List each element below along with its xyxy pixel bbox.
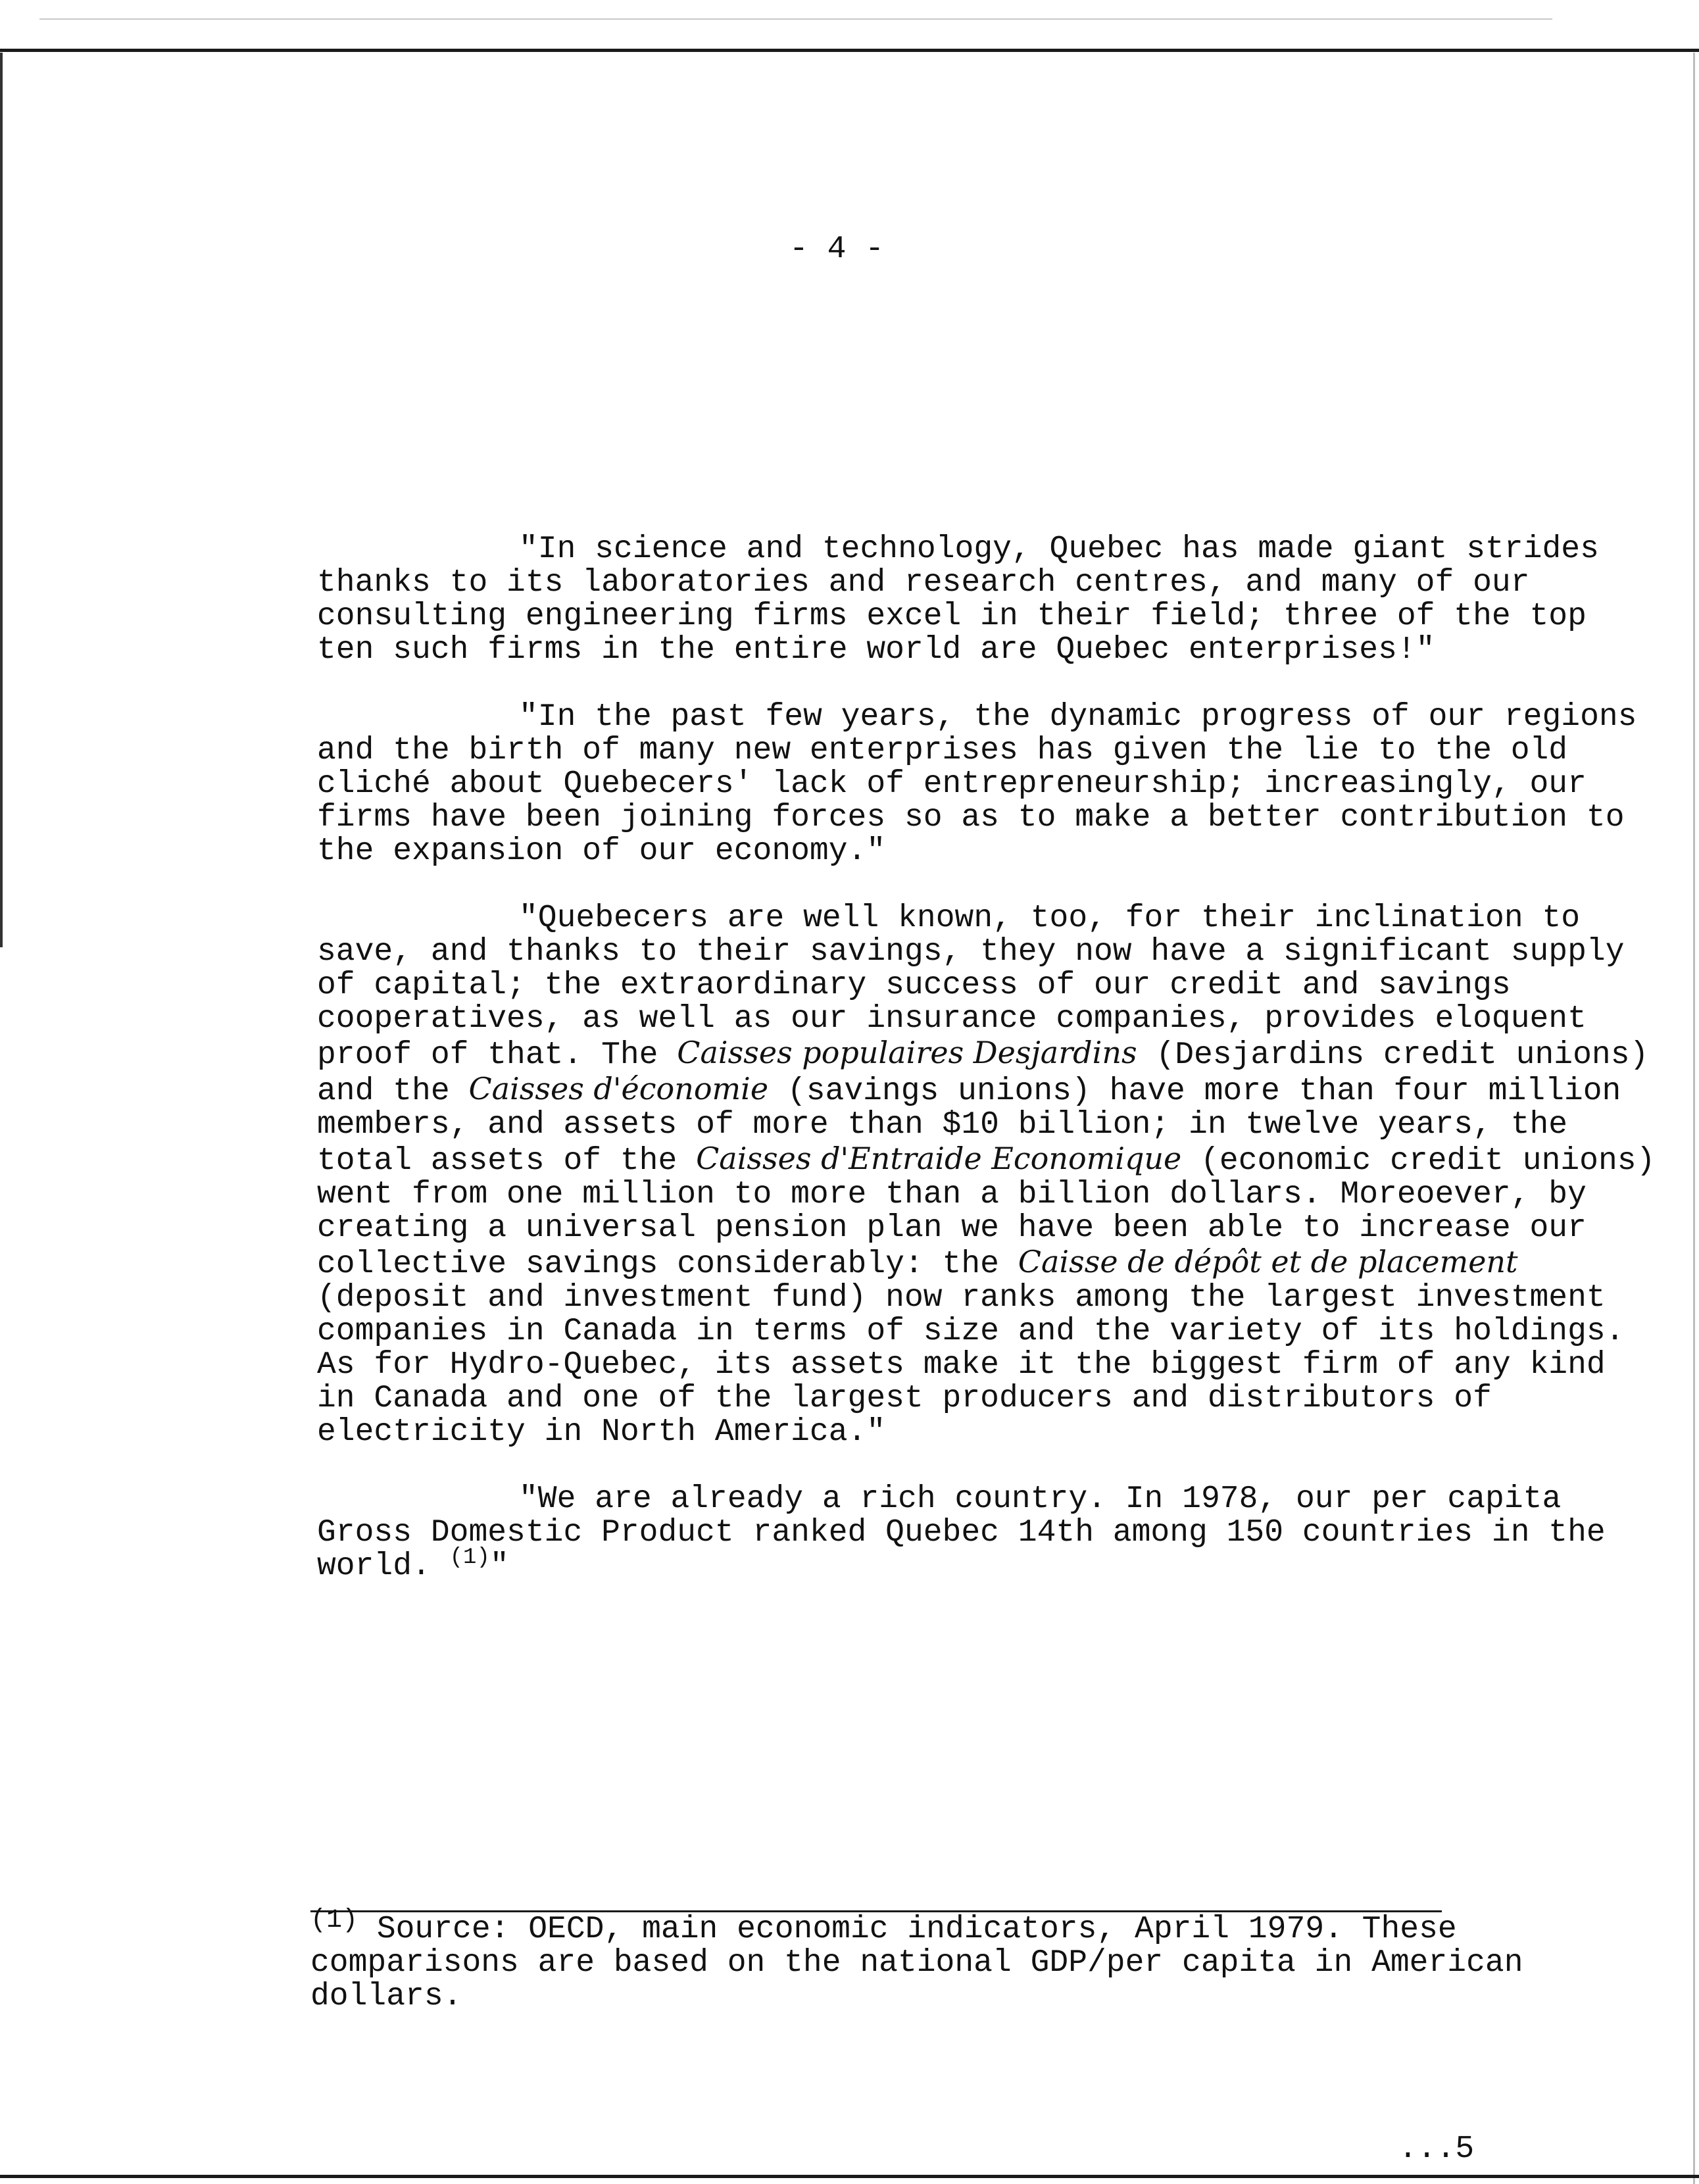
caisses-economie-name: Caisses d'économie	[468, 1071, 769, 1106]
caisses-entraide-name: Caisses d'Entraide Economique	[696, 1141, 1182, 1176]
savings-text-part-1: "Quebecers are well known, too, for their inclination to save, and thanks to their savings, they now have a significant supply of capital; the extraordinary success of our credit and savings cooperatives, as well as our insurance companies, provides eloquent proof of that. The	[317, 901, 1625, 1073]
caisses-populaires-name: Caisses populaires Desjardins	[677, 1035, 1137, 1070]
paragraph-savings	[317, 902, 1659, 1449]
caisse-depot-name: Caisse de dépôt et de placement	[1018, 1244, 1518, 1279]
footnote-reference: (1)	[449, 1545, 490, 1570]
right-border-line	[1693, 53, 1695, 2184]
scan-artifact-line	[39, 18, 1552, 20]
top-border-line	[0, 49, 1699, 52]
footnote-text: Source: OECD, main economic indicators, April 1979. These comparisons are based on the national GDP/per capita in American dollars.	[310, 1912, 1523, 2014]
rich-country-text: "We are already a rich country. In 1978, our per capita Gross Domestic Product ranked Quebec 14th among 150 countries in the world.	[317, 1481, 1606, 1584]
savings-text-part-3: (savings unions) have more than four million members, and assets of more than $10 billion; in twelve years, the total assets of the	[317, 1074, 1621, 1179]
closing-quote: "	[489, 1549, 509, 1584]
footnote	[310, 1906, 1665, 2014]
paragraph-regional-progress: "In the past few years, the dynamic progress of our regions and the birth of many new enterprises has given the lie to the old cliché about Quebecers' lack of entrepreneurship; increasingly, our firms have been joining forces so as to make a better contribution to the expansion of our economy."	[317, 699, 1637, 869]
footnote-marker: (1)	[310, 1906, 358, 1935]
bottom-border-line	[0, 2175, 1699, 2178]
savings-text-part-5: (deposit and investment fund) now ranks among the largest investment companies in Canada in terms of size and the variety of its holdings. As for Hydro-Quebec, its assets make it the biggest firm of any kind in Canada and one of the largest producers and distributors of electricity in North America."	[317, 1280, 1625, 1450]
savings-text-part-2: (Desjardins credit unions) and the	[317, 1037, 1649, 1109]
savings-text-part-4: (economic credit unions) went from one million to more than a billion dollars. Moreoever, by creating a universal pension plan we have been able to increase our collective savings considerably: the	[317, 1143, 1656, 1282]
left-border-line	[0, 53, 3, 947]
paragraph-science-technology: "In science and technology, Quebec has made giant strides thanks to its laboratories and research centres, and many of our consulting engineering firms excel in their field; three of the top ten such firms in the entire world are Quebec enterprises!"	[317, 532, 1599, 668]
document-body	[317, 533, 1659, 1617]
paragraph-rich-country	[317, 1483, 1659, 1583]
page-number: - 4 -	[789, 232, 885, 267]
continuation-marker: ...5	[1398, 2131, 1475, 2167]
